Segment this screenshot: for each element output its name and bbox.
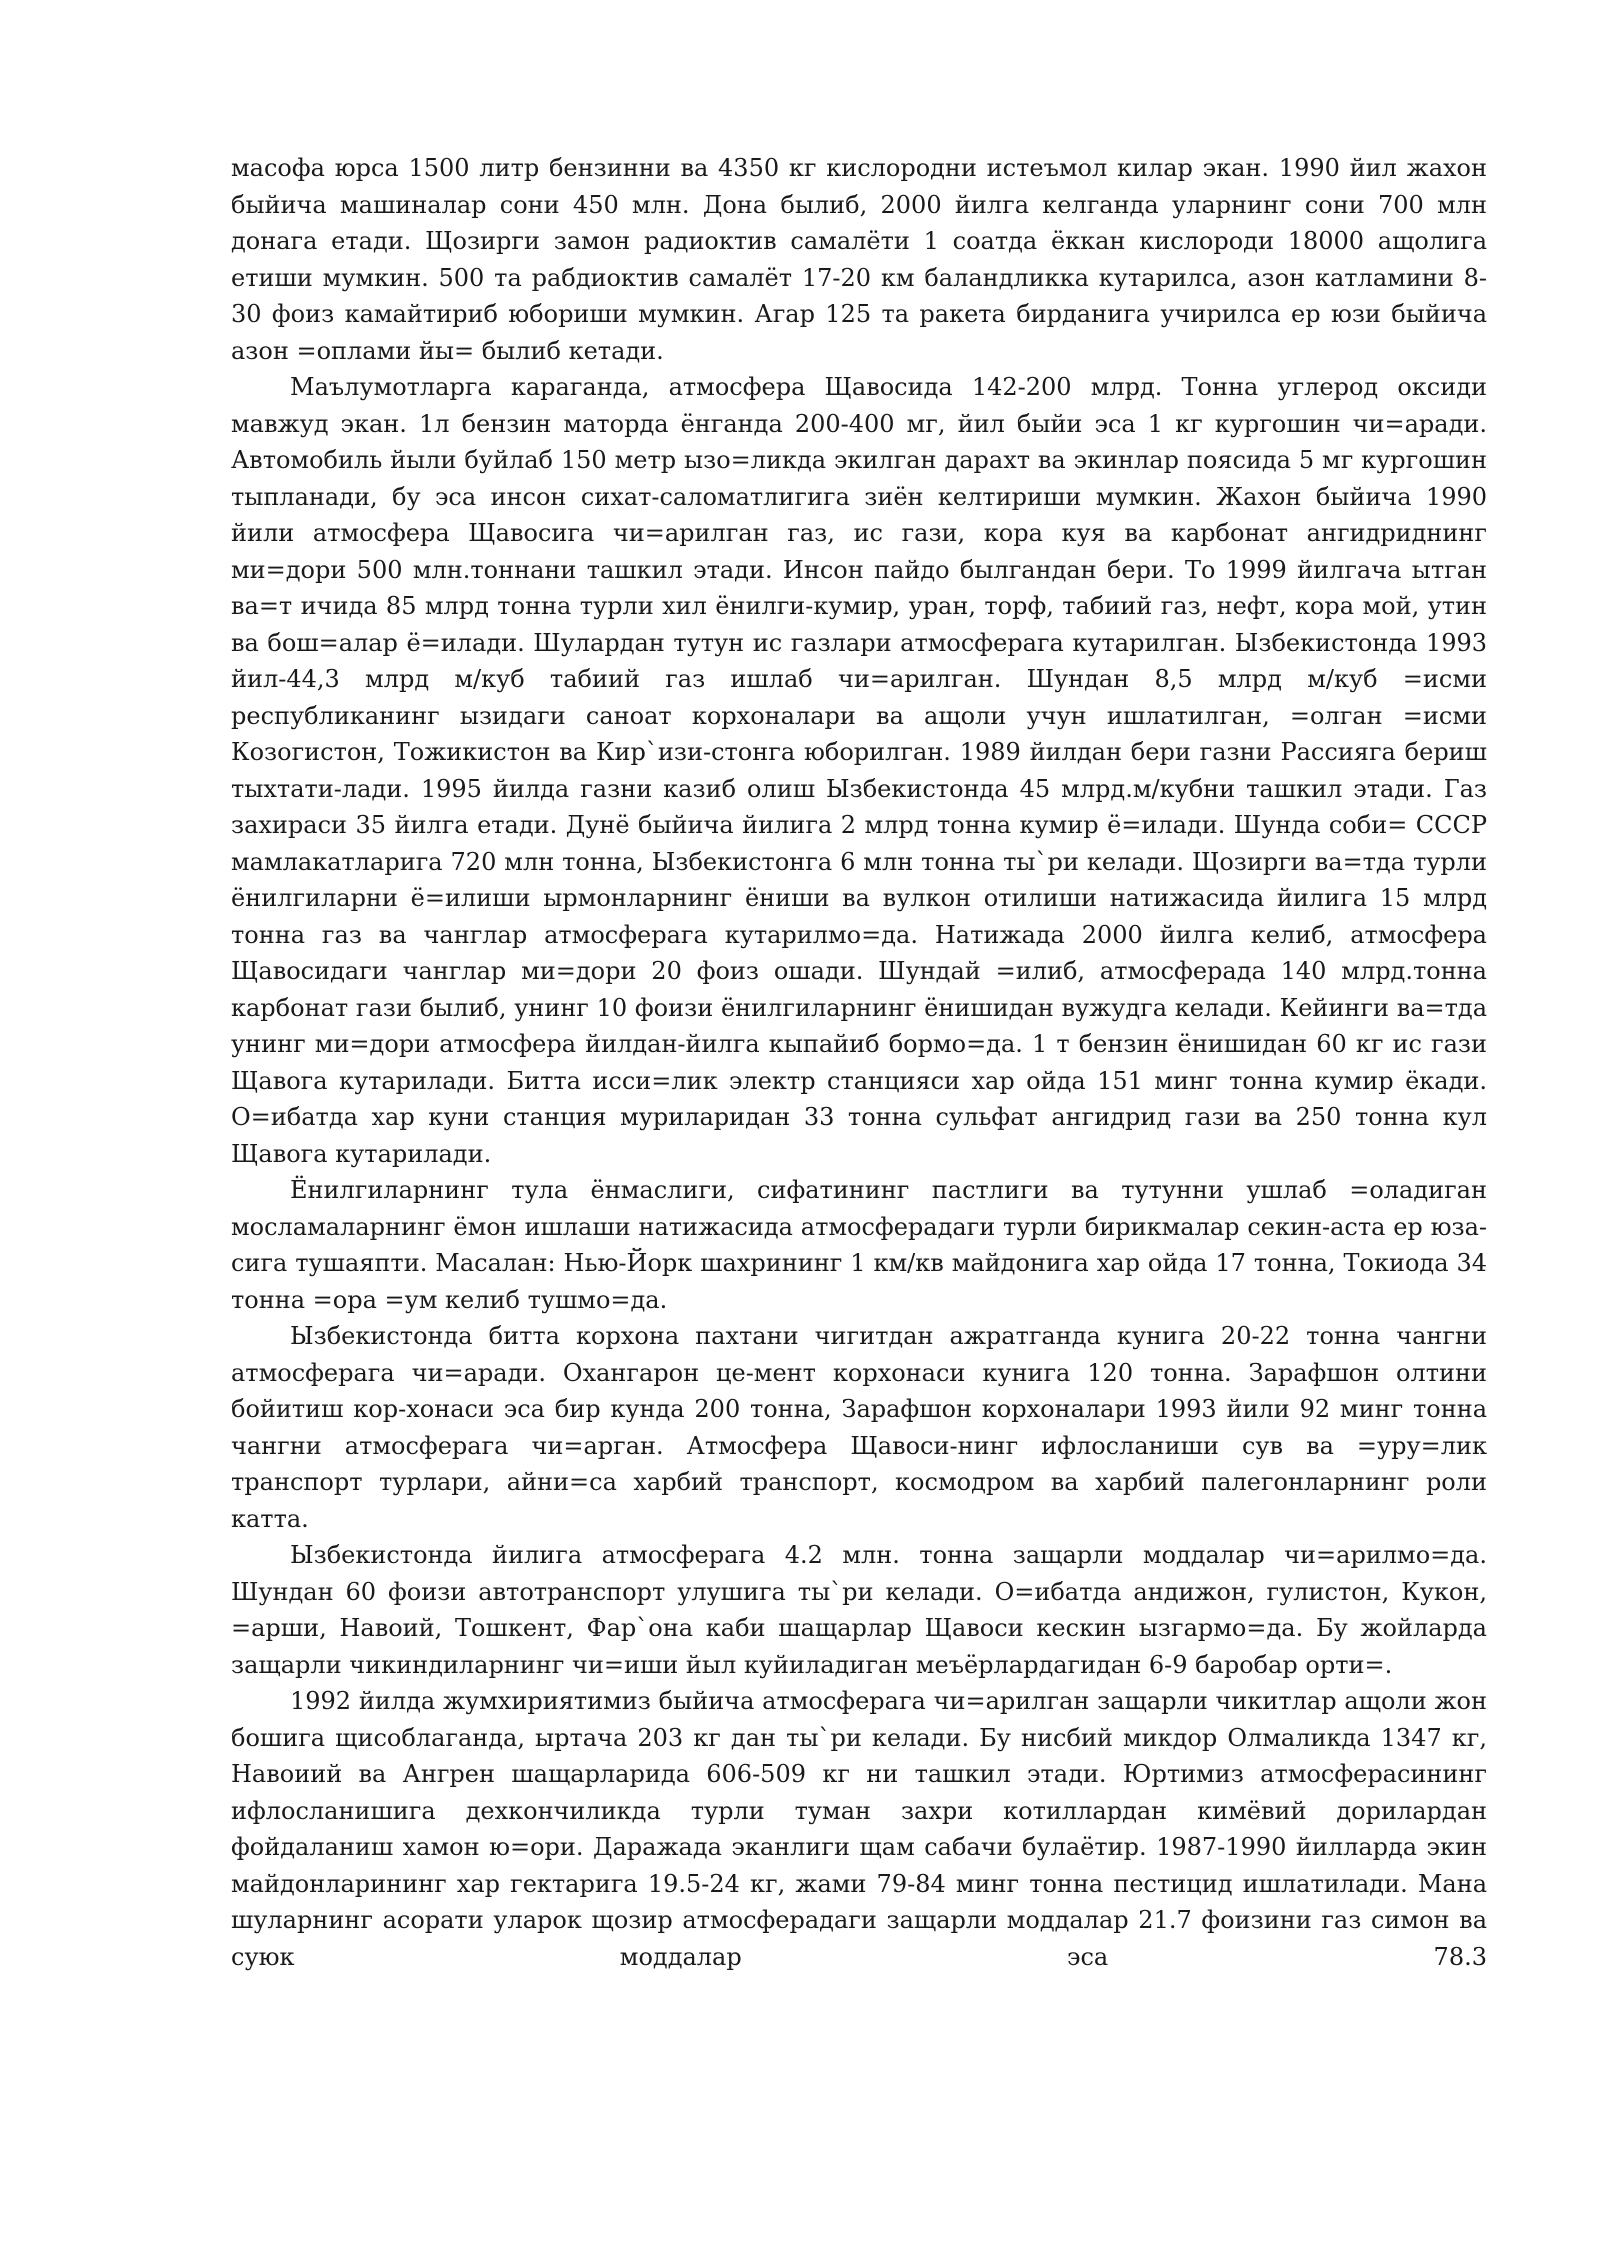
paragraph-1: масофа юрса 1500 литр бензинни ва 4350 кг кислородни истеъмол килар экан. 1990 йил жахон быйича машиналар сони 450 млн. Дона былиб, 2000 йилга келганда уларнинг сони 700 млн донага етади. Щозирги замон радиоктив самалёти 1 соатда ёккан кислороди 18000 ащолига етиши мумкин. 500 та рабдиоктив самалёт 17-20 км баландликка кутарилса, азон катламини 8-30 фоиз камайтириб юбориши мумкин. Агар 125 та ракета бирданига учирилса ер юзи быйича азон =оплами йы= былиб кетади. xyxy=(231,154,1487,365)
paragraph-5: Ызбекистонда йилига атмосферага 4.2 млн. тонна защарли моддалар чи=арилмо=да. Шундан 60 фоизи автотранспорт улушига ты`ри келади. О=ибатда андижон, гулистон, Кукон, =арши, Навоий, Тошкент, Фар`она каби шащарлар Щавоси кескин ызгармо=да. Бу жойларда защарли чикиндиларнинг чи=иши йыл куйиладиган меъёрлардагидан 6-9 баробар орти=. xyxy=(231,1541,1487,1679)
paragraph-2: Маълумотларга караганда, атмосфера Щавосида 142-200 млрд. Тонна углерод оксиди мавжуд экан. 1л бензин маторда ёнганда 200-400 мг, йил быйи эса 1 кг кургошин чи=аради. Автомобиль йыли буйлаб 150 метр ызо=ликда экилган дарахт ва экинлар поясида 5 мг кургошин тыпланади, бу эса инсон сихат-саломатлигига зиён келтириши мумкин. Жахон быйича 1990 йили атмосфера Щавосига чи=арилган газ, ис гази, кора куя ва карбонат ангидриднинг ми=дори 500 млн.тоннани ташкил этади. Инсон пайдо былгандан бери. То 1999 йилгача ытган ва=т ичида 85 млрд тонна турли хил ёнилги-кумир, уран, торф, табиий газ, нефт, кора мой, утин ва бош=алар ё=илади. Шулардан тутун ис газлари атмосферага кутарилган. Ызбекистонда 1993 йил-44,3 млрд м/куб табиий газ ишлаб чи=арилган. Шундан 8,5 млрд м/куб =исми республиканинг ызидаги саноат корхоналари ва ащоли учун ишлатилган, =олган =исми Козогистон, Тожикистон ва Кир`изи-стонга юборилган. 1989 йилдан бери газни Рассияга бериш тыхтати-лади. 1995 йилда газни казиб олиш Ызбекистонда 45 млрд.м/кубни ташкил этади. Газ захираси 35 йилга етади. Дунё быйича йилига 2 млрд тонна кумир ё=илади. Шунда соби= СССР мамлакатларига 720 млн тонна, Ызбекистонга 6 млн тонна ты`ри келади. Щозирги ва=тда турли ёнилгиларни ё=илиши ырмонларнинг ёниши ва вулкон отилиши натижасида йилига 15 млрд тонна газ ва чанглар атмосферага кутарилмо=да. Натижада 2000 йилга келиб, атмосфера Щавосидаги чанглар ми=дори 20 фоиз ошади. Шундай =илиб, атмосферада 140 млрд.тонна карбонат гази былиб, унинг 10 фоизи ёнилгиларнинг ёнишидан вужудга келади. Кейинги ва=тда унинг ми=дори атмосфера йилдан-йилга кыпайиб бормо=да. 1 т бензин ёнишидан 60 кг ис гази Щавога кутарилади. Битта исси=лик электр станцияси хар ойда 151 минг тонна кумир ёкади. О=ибатда хар куни станция муриларидан 33 тонна сульфат ангидрид гази ва 250 тонна кул Щавога кутарилади. xyxy=(231,373,1487,1168)
paragraph-6: 1992 йилда жумхириятимиз быйича атмосферага чи=арилган защарли чикитлар ащоли жон бошига щисоблаганда, ыртача 203 кг дан ты`ри келади. Бу нисбий микдор Олмаликда 1347 кг, Навоиий ва Ангрен шащарларида 606-509 кг ни ташкил этади. Юртимиз атмосферасининг ифлосланишига дехкончиликда турли туман захри котиллардан кимёвий дорилардан фойдаланиш хамон ю=ори. Даражада эканлиги щам сабачи булаётир. 1987-1990 йилларда экин майдонларининг хар гектарига 19.5-24 кг, жами 79-84 минг тонна пестицид ишлатилади. Мана шуларнинг асорати уларок щозир атмосферадаги защарли моддалар 21.7 фоизини газ симон ва суюк моддалар эса 78.3 xyxy=(231,1687,1487,1971)
paragraph-3: Ёнилгиларнинг тула ёнмаслиги, сифатининг пастлиги ва тутунни ушлаб =оладиган мосламаларнинг ёмон ишлаши натижасида атмосферадаги турли бирикмалар секин-аста ер юза-сига тушаяпти. Масалан: Нью-Йорк шахрининг 1 км/кв майдонига хар ойда 17 тонна, Токиода 34 тонна =ора =ум келиб тушмо=да. xyxy=(231,1176,1487,1314)
paragraph-4: Ызбекистонда битта корхона пахтани чигитдан ажратганда кунига 20-22 тонна чангни атмосферага чи=аради. Охангарон це-мент корхонаси кунига 120 тонна. Зарафшон олтини бойитиш кор-хонаси эса бир кунда 200 тонна, Зарафшон корхоналари 1993 йили 92 минг тонна чангни атмосферага чи=арган. Атмосфера Щавоси-нинг ифлосланиши сув ва =уру=лик транспорт турлари, айни=са харбий транспорт, космодром ва харбий палегонларнинг роли катта. xyxy=(231,1322,1487,1533)
document-page xyxy=(231,150,1487,1975)
